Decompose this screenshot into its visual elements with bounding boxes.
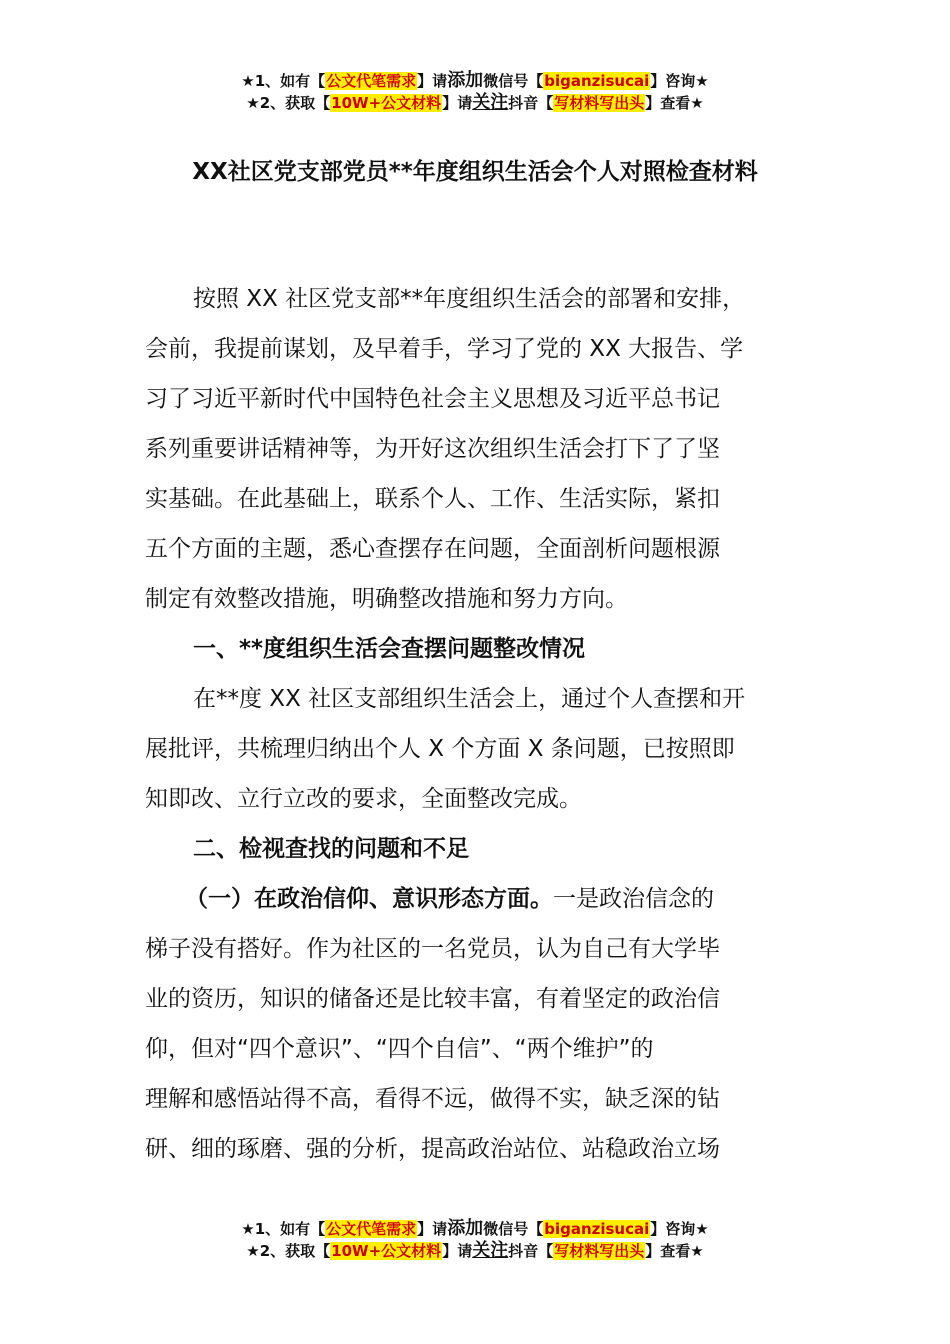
banner-text: ★1、如有【 (241, 72, 326, 90)
banner-highlight: 公文代笔需求 (326, 1220, 417, 1238)
banner-highlight: 写材料写出头 (554, 94, 645, 112)
banner-text: 】请 (442, 1242, 473, 1260)
document-title: XX社区党支部党员**年度组织生活会个人对照检查材料 (192, 159, 758, 185)
banner-text: 】请 (417, 1220, 448, 1238)
footer-banner (0, 1218, 950, 1262)
header-banner-line-2 (0, 92, 950, 114)
banner-text: 添加 (447, 70, 484, 91)
banner-text: 微信号【 (483, 1220, 544, 1238)
paragraph-line: 制定有效整改措施，明确整改措施和努力方向。 (145, 586, 628, 612)
paragraph-line: 在**度 XX 社区支部组织生活会上，通过个人查摆和开 (193, 686, 746, 712)
paragraph-line: 实基础。在此基础上，联系个人、工作、生活实际，紧扣 (145, 486, 720, 512)
banner-text: 关注 (472, 1240, 509, 1261)
banner-text: 】请 (417, 72, 448, 90)
paragraph-text: 一是政治信念的 (553, 886, 714, 912)
paragraph-line: 展批评，共梳理归纳出个人 X 个方面 X 条问题，已按照即 (145, 736, 735, 762)
banner-text: 】咨询★ (650, 72, 709, 90)
paragraph-line: 知即改、立行立改的要求，全面整改完成。 (145, 786, 582, 812)
banner-text: 】查看★ (645, 94, 704, 112)
paragraph-line: 仰，但对“四个意识”、“四个自信”、“两个维护”的 (145, 1036, 654, 1062)
paragraph-line: 研、细的琢磨、强的分析，提高政治站位、站稳政治立场 (145, 1136, 720, 1162)
header-banner-line-1 (0, 70, 950, 92)
footer-banner-line-2 (0, 1240, 950, 1262)
paragraph-line (145, 874, 807, 924)
banner-text: 关注 (472, 92, 509, 113)
banner-text: 抖音【 (508, 94, 554, 112)
banner-text: 】请 (442, 94, 473, 112)
section-heading: 二、检视查找的问题和不足 (193, 836, 469, 862)
banner-text: 】查看★ (645, 1242, 704, 1260)
header-banner (0, 70, 950, 114)
banner-text: 微信号【 (483, 72, 544, 90)
banner-highlight: 公文代笔需求 (326, 72, 417, 90)
paragraph-line: 按照 XX 社区党支部**年度组织生活会的部署和安排， (193, 286, 746, 312)
banner-text: ★2、获取【 (246, 94, 331, 112)
paragraph-line: 系列重要讲话精神等，为开好这次组织生活会打下了了坚 (145, 436, 720, 462)
banner-highlight: biganzisucai (544, 1220, 650, 1238)
document-body (145, 274, 807, 1174)
banner-highlight: 10W+公文材料 (331, 1242, 442, 1260)
subsection-lead: （一）在政治信仰、意识形态方面。 (185, 886, 553, 912)
paragraph-line: 业的资历，知识的储备还是比较丰富，有着坚定的政治信 (145, 986, 720, 1012)
section-heading: 一、**度组织生活会查摆问题整改情况 (193, 636, 586, 662)
paragraph-line: 梯子没有搭好。作为社区的一名党员，认为自己有大学毕 (145, 936, 720, 962)
banner-text: 添加 (447, 1218, 484, 1239)
banner-highlight: 10W+公文材料 (331, 94, 442, 112)
banner-text: ★1、如有【 (241, 1220, 326, 1238)
paragraph-line: 习了习近平新时代中国特色社会主义思想及习近平总书记 (145, 386, 720, 412)
paragraph-line: 五个方面的主题，悉心查摆存在问题，全面剖析问题根源 (145, 536, 720, 562)
paragraph-line: 会前，我提前谋划，及早着手，学习了党的 XX 大报告、学 (145, 336, 744, 362)
paragraph-line: 理解和感悟站得不高，看得不远，做得不实，缺乏深的钻 (145, 1086, 720, 1112)
banner-text: ★2、获取【 (246, 1242, 331, 1260)
banner-text: 】咨询★ (650, 1220, 709, 1238)
banner-highlight: biganzisucai (544, 72, 650, 90)
banner-highlight: 写材料写出头 (554, 1242, 645, 1260)
footer-banner-line-1 (0, 1218, 950, 1240)
banner-text: 抖音【 (508, 1242, 554, 1260)
